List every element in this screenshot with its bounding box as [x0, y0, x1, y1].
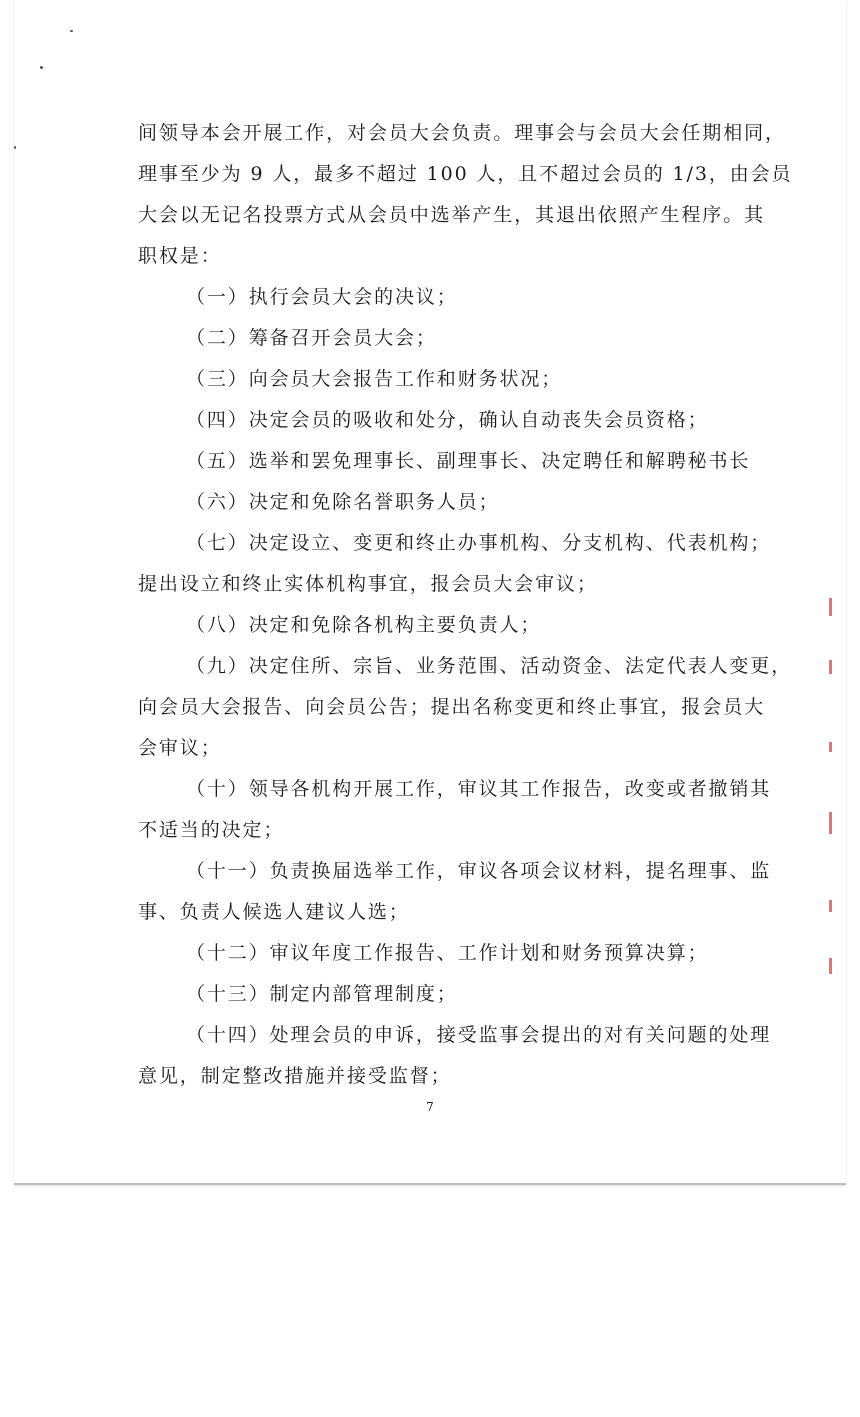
text-line: （一）执行会员大会的决议； [186, 286, 458, 308]
text-line: 不适当的决定； [138, 819, 285, 841]
text-line: （三）向会员大会报告工作和财务状况； [186, 368, 563, 390]
text-line: （十二）审议年度工作报告、工作计划和财务预算决算； [186, 942, 709, 964]
text-line: 大会以无记名投票方式从会员中选举产生，其退出依照产生程序。其 [138, 204, 766, 226]
page-number: 7 [426, 1100, 434, 1114]
text-line: （四）决定会员的吸收和处分，确认自动丧失会员资格； [186, 409, 709, 431]
scan-edge-mark [829, 958, 832, 974]
scan-edge-mark [829, 598, 832, 616]
text-line: （五）选举和罢免理事长、副理事长、决定聘任和解聘秘书长 [186, 450, 751, 472]
text-line: 提出设立和终止实体机构事宜，报会员大会审议； [138, 573, 598, 595]
text-line: 职权是： [138, 245, 222, 267]
text-line: （十三）制定内部管理制度； [186, 983, 458, 1005]
body-text [138, 113, 793, 1097]
text-line: 会审议； [138, 737, 222, 759]
scan-edge-mark [829, 812, 832, 834]
scan-speck [14, 146, 16, 149]
text-line: （九）决定住所、宗旨、业务范围、活动资金、法定代表人变更， [186, 655, 793, 677]
scan-edge-mark [829, 660, 832, 674]
text-line: （十一）负责换届选举工作，审议各项会议材料，提名理事、监 [186, 860, 772, 882]
text-line: （十四）处理会员的申诉，接受监事会提出的对有关问题的处理 [186, 1024, 772, 1046]
text-line: 理事至少为 9 人，最多不超过 100 人，且不超过会员的 1/3，由会员 [138, 163, 793, 185]
text-line: 向会员大会报告、向会员公告；提出名称变更和终止事宜，报会员大 [138, 696, 766, 718]
text-line: 意见，制定整改措施并接受监督； [138, 1065, 452, 1087]
scan-speck [70, 30, 73, 32]
text-line: （十）领导各机构开展工作，审议其工作报告，改变或者撤销其 [186, 778, 772, 800]
text-line: 事、负责人候选人建议人选； [138, 901, 410, 923]
text-line: （六）决定和免除名誉职务人员； [186, 491, 500, 513]
scan-edge-mark [829, 900, 832, 912]
scan-speck [40, 66, 43, 69]
text-line: （八）决定和免除各机构主要负责人； [186, 614, 542, 636]
text-line: （二）筹备召开会员大会； [186, 327, 437, 349]
text-line: 间领导本会开展工作，对会员大会负责。理事会与会员大会任期相同， [138, 122, 786, 144]
text-line: （七）决定设立、变更和终止办事机构、分支机构、代表机构； [186, 532, 772, 554]
scan-edge-mark [829, 742, 832, 752]
